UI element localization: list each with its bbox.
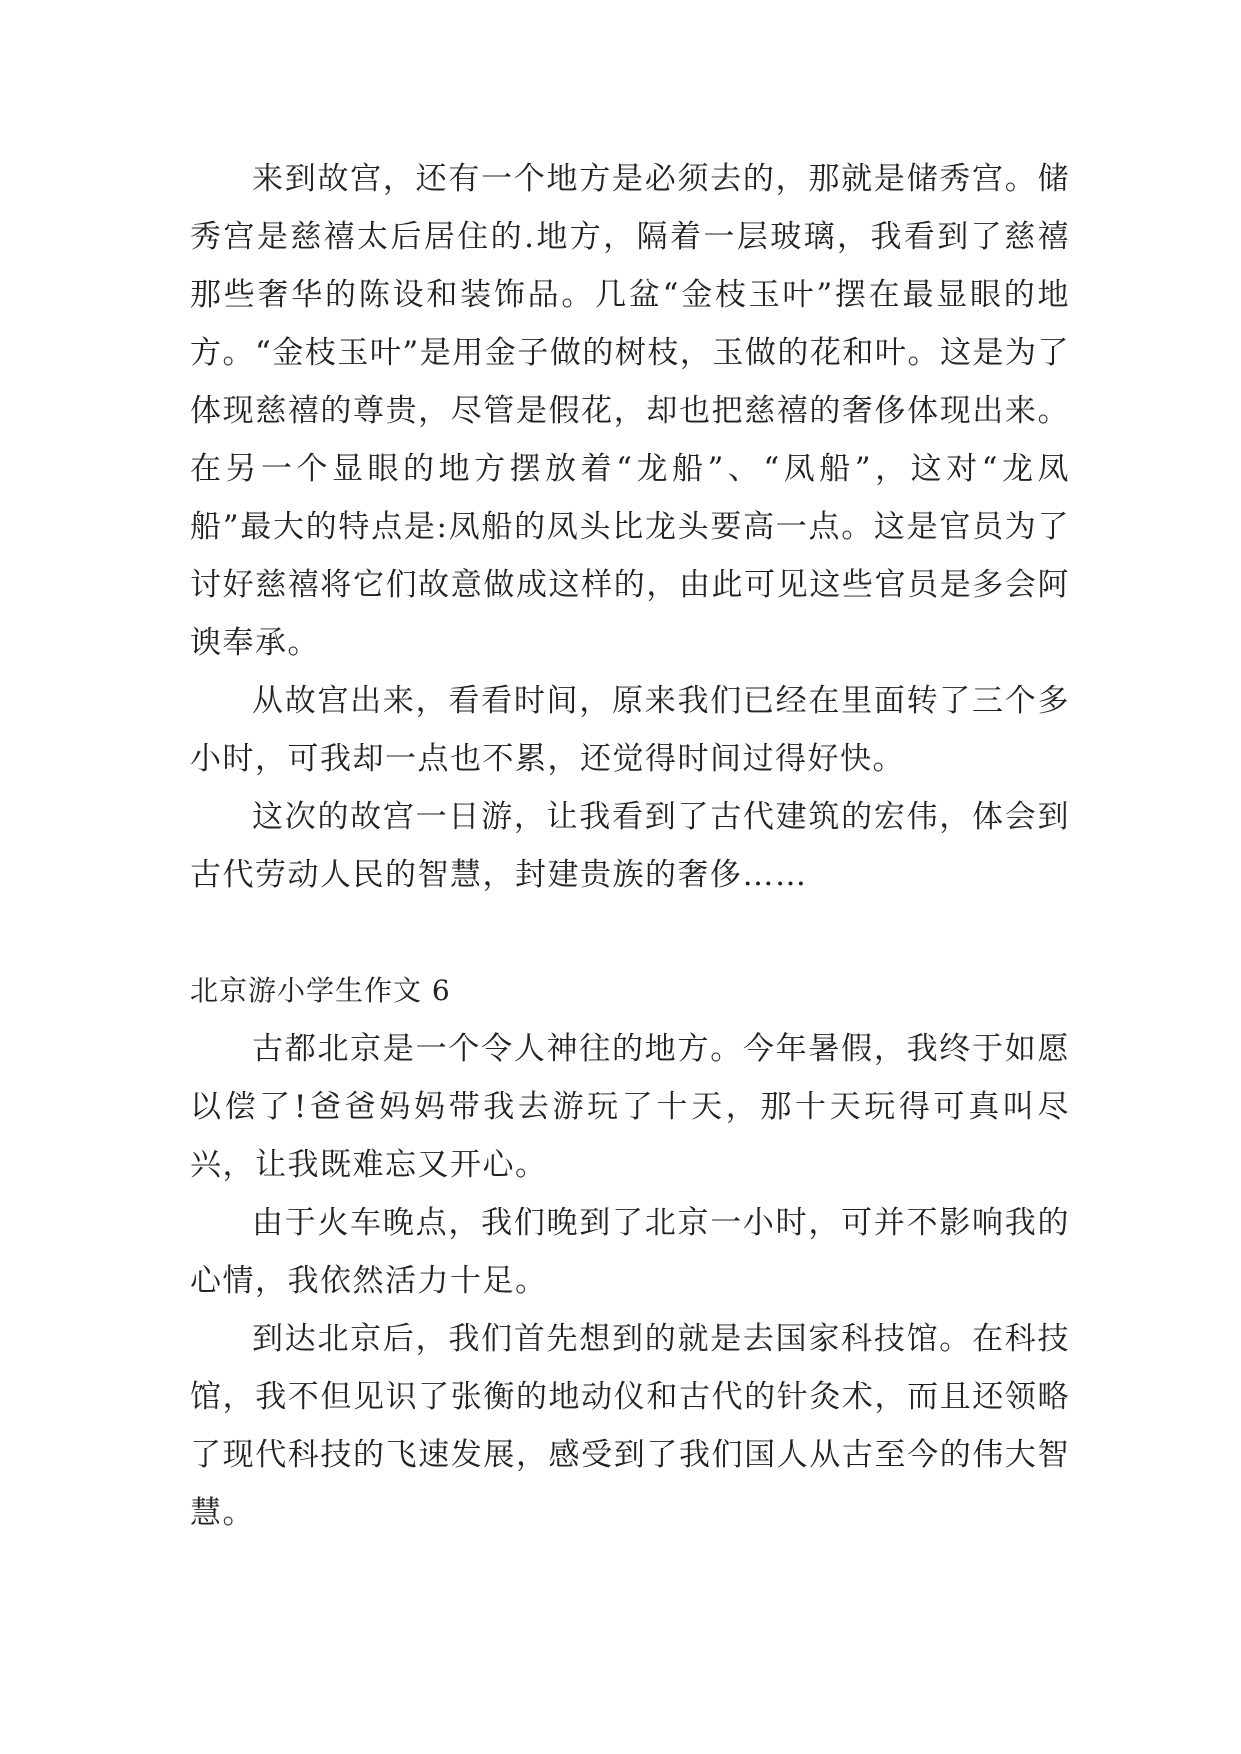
paragraph: 这次的故宫一日游，让我看到了古代建筑的宏伟，体会到古代劳动人民的智慧，封建贵族的奢侈…… xyxy=(190,799,1070,893)
paragraph: 来到故宫，还有一个地方是必须去的，那就是储秀宫。储秀宫是慈禧太后居住的.地方，隔着一层玻璃，我看到了慈禧那些奢华的陈设和装饰品。几盆“金枝玉叶”摆在最显眼的地方。“金枝玉叶”是用金子做的树枝，玉做的花和叶。这是为了体现慈禧的尊贵，尽管是假花，却也把慈禧的奢侈体现出来。在另一个显眼的地方摆放着“龙船”、“凤船”，这对“龙凤船”最大的特点是:凤船的凤头比龙头要高一点。这是官员为了讨好慈禧将它们故意做成这样的，由此可见这些官员是多会阿谀奉承。 xyxy=(190,161,1070,661)
essay-title: 北京游小学生作文 6 xyxy=(190,974,451,1007)
paragraph: 到达北京后，我们首先想到的就是去国家科技馆。在科技馆，我不但见识了张衡的地动仪和古代的针灸术，而且还领略了现代科技的飞速发展，感受到了我们国人从古至今的伟大智慧。 xyxy=(190,1321,1070,1531)
paragraph: 由于火车晚点，我们晚到了北京一小时，可并不影响我的心情，我依然活力十足。 xyxy=(190,1205,1070,1299)
document-page xyxy=(190,150,1070,1542)
paragraph: 古都北京是一个令人神往的地方。今年暑假，我终于如愿以偿了!爸爸妈妈带我去游玩了十天，那十天玩得可真叫尽兴，让我既难忘又开心。 xyxy=(190,1031,1070,1183)
paragraph: 从故宫出来，看看时间，原来我们已经在里面转了三个多小时，可我却一点也不累，还觉得时间过得好快。 xyxy=(190,683,1070,777)
